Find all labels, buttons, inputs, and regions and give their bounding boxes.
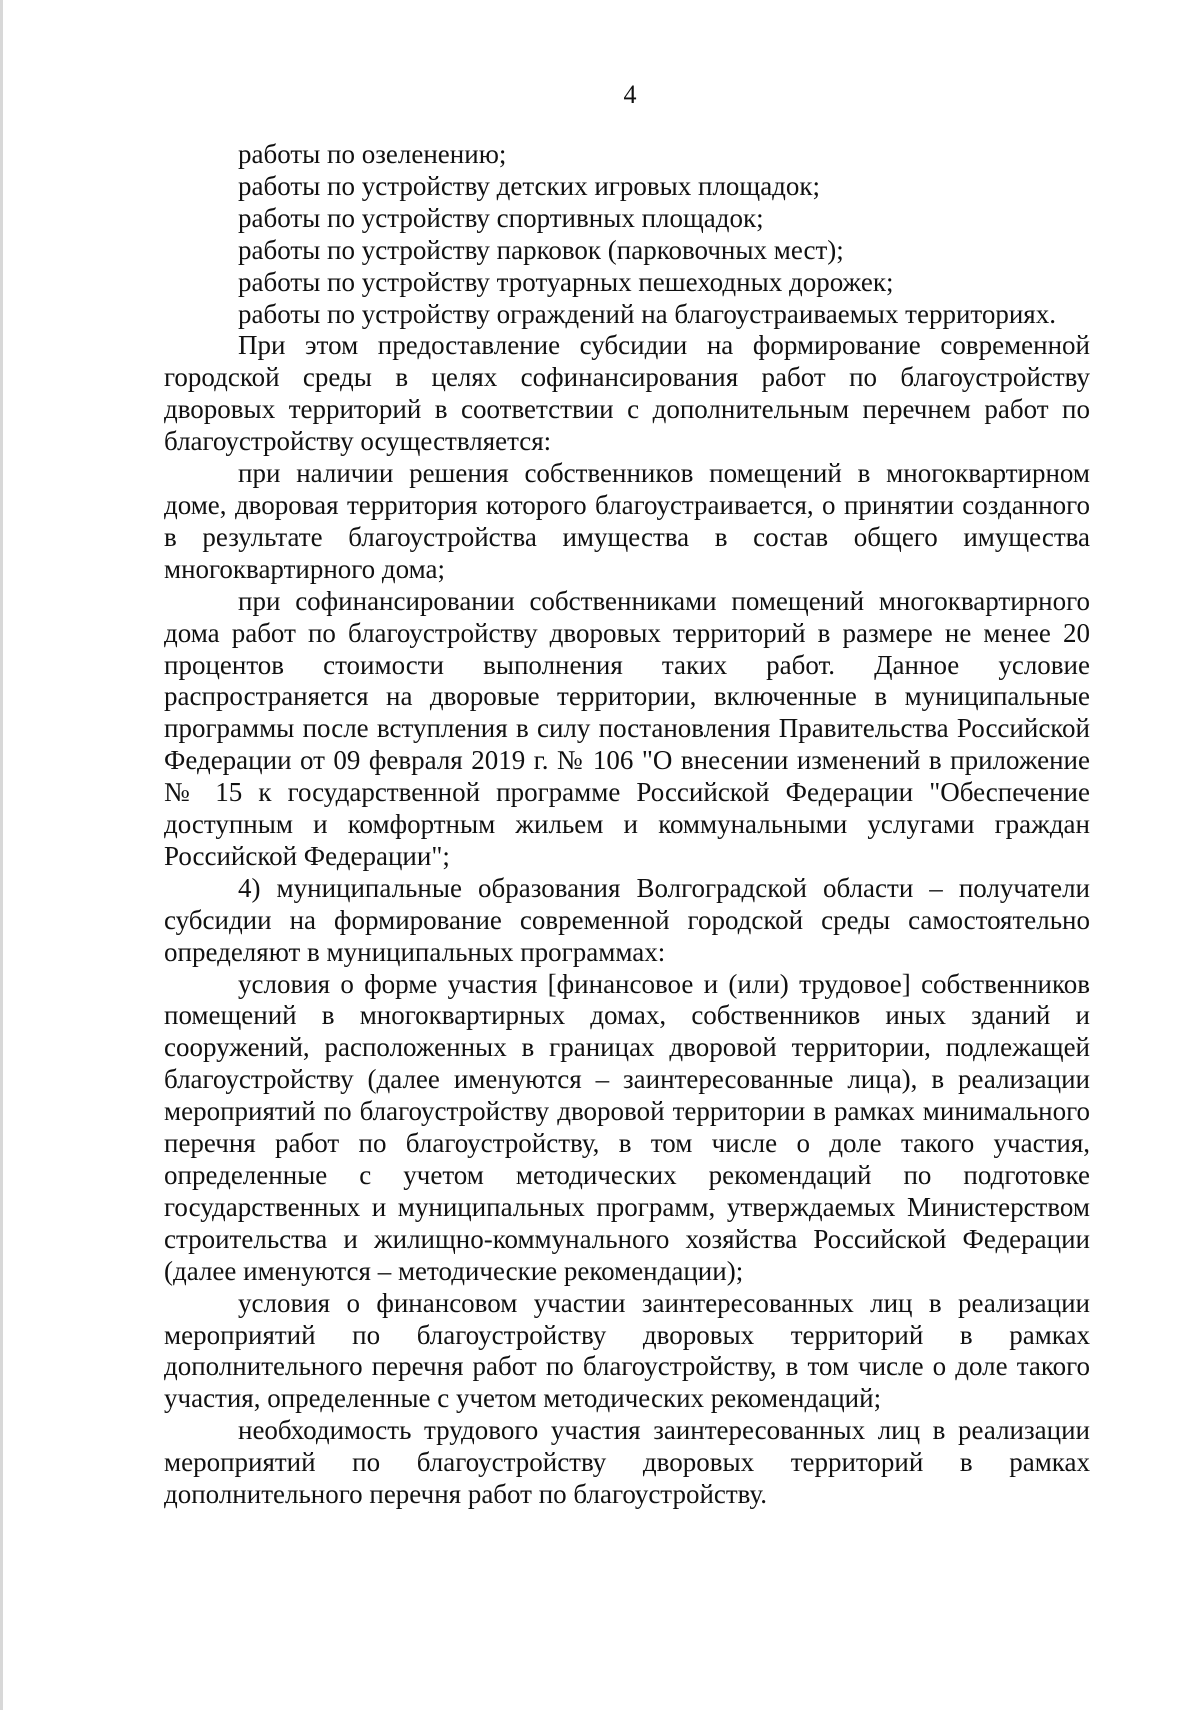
body-paragraph: При этом предоставление субсидии на формирование современной городской среды в целях софинансирования работ по благоустройству дворовых территорий в соответствии с дополнительным перечнем работ по благоустройству осуществляется: [164,330,1090,457]
list-item: работы по устройству детских игровых площадок; [238,170,821,201]
body-paragraph: необходимость трудового участия заинтересованных лиц в реализации мероприятий по благоустройству дворовых территорий в рамках дополнительного перечня работ по благоустройству. [164,1415,1090,1510]
list-item: работы по устройству тротуарных пешеходных дорожек; [238,266,894,297]
body-paragraph: 4) муниципальные образования Волгоградской области – получатели субсидии на формирование современной городской среды самостоятельно определяют в муниципальных программах: [164,872,1090,967]
body-paragraph: при наличии решения собственников помещений в многоквартирном доме, дворовая территория которого благоустраивается, о принятии созданного в результате благоустройства имущества в состав общего имущества многоквартирного дома; [164,458,1090,584]
scan-edge [0,0,3,1710]
body-paragraph: при софинансировании собственниками помещений многоквартирного дома работ по благоустройству дворовых территорий в размере не менее 20 процентов стоимости выполнения таких работ. Данное условие распространяется на дворовые территории, включенные в муниципальные программы после вступления в силу постановления Правительства Российской Федерации от 09 февраля 2019 г. № 106 "О внесении изменений в приложение № 15 к государственной программе Российской Федерации "Обеспечение доступным и комфортным жильем и коммунальными услугами граждан Российской Федерации"; [164,585,1090,871]
body-paragraph: условия о форме участия [финансовое и (или) трудовое] собственников помещений в многоквартирных домах, собственников иных зданий и сооружений, расположенных в границах дворовой территории, подлежащей благоустройству (далее именуются – заинтересованные лица), в реализации мероприятий по благоустройству дворовой территории в рамках минимального перечня работ по благоустройству, в том числе о доле такого участия, определенные с учетом методических рекомендаций по подготовке государственных и муниципальных программ, утверждаемых Министерством строительства и жилищно-коммунального хозяйства Российской Федерации (далее именуются – методические рекомендации); [164,968,1090,1286]
page-number: 4 [623,80,637,109]
list-item: работы по озеленению; [238,139,507,169]
list-item: работы по устройству парковок (парковочных мест); [238,234,844,265]
document-body [164,139,1090,1511]
list-item: работы по устройству ограждений на благоустраиваемых территориях. [238,298,1056,329]
list-item: работы по устройству спортивных площадок; [238,202,764,233]
body-paragraph: условия о финансовом участии заинтересованных лиц в реализации мероприятий по благоустройству дворовых территорий в рамках дополнительного перечня работ по благоустройству, в том числе о доле такого участия, определенные с учетом методических рекомендаций; [164,1287,1090,1414]
